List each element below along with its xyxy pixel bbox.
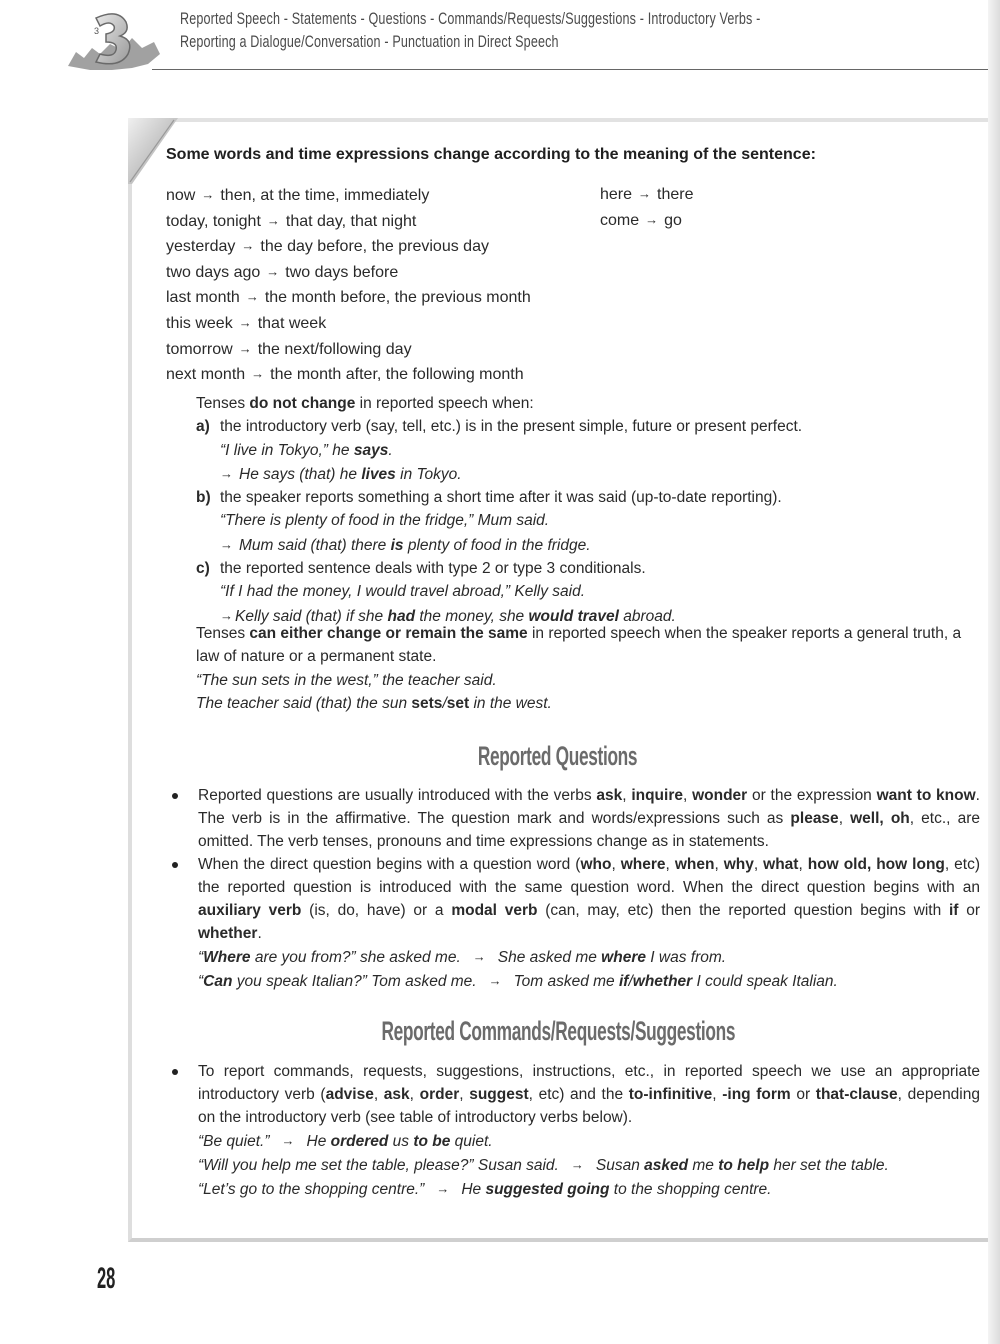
expression-from: next month: [166, 366, 246, 384]
tenses-either-section: [196, 622, 980, 715]
text: ,: [611, 856, 621, 873]
text: ,: [409, 1086, 420, 1103]
bullet-item: [172, 784, 980, 853]
bold-text: lives: [361, 465, 396, 483]
text: in reported speech when the speaker reports a general truth, a law of nature or a permanent state.: [196, 625, 962, 666]
arrow-icon: →: [266, 212, 280, 228]
bold-text: order: [419, 1086, 460, 1103]
arrow-icon: →: [570, 1157, 584, 1172]
page-number: 28: [97, 1262, 116, 1295]
bullet-icon: [172, 793, 178, 799]
text: in reported speech when:: [355, 395, 534, 412]
text: ,: [753, 856, 764, 873]
text: He: [306, 1133, 331, 1150]
arrow-icon: →: [201, 187, 215, 202]
text: the money, she: [415, 607, 529, 625]
bullet-text: [198, 1060, 980, 1129]
bold-text: is: [390, 536, 404, 554]
bold-text: where: [620, 856, 666, 873]
bold-text: that-clause: [815, 1086, 898, 1103]
text: or: [790, 1086, 816, 1103]
text: He says (that) he: [239, 465, 362, 483]
item-label: c): [196, 560, 210, 578]
text: her set the table.: [769, 1157, 889, 1174]
text: ,: [373, 1086, 384, 1103]
bold-text: -ing form: [722, 1086, 791, 1103]
expression-to: the next/following day: [257, 340, 412, 358]
expression-row: [166, 183, 531, 209]
text: are you from?” she asked me.: [250, 949, 461, 966]
expression-to: there: [657, 186, 694, 203]
arrow-icon: →: [220, 536, 233, 552]
expression-row: [600, 182, 694, 208]
expression-to: then, at the time, immediately: [220, 187, 430, 204]
text: plenty of food in the fridge.: [403, 536, 591, 554]
text: in Tokyo.: [395, 465, 462, 483]
text: ,: [838, 810, 851, 827]
expression-from: last month: [166, 289, 240, 307]
tenses-no-change-section: [196, 392, 896, 628]
text: to the shopping centre.: [609, 1181, 772, 1198]
expression-to: that week: [257, 314, 327, 332]
text: Mum said (that) there: [239, 536, 391, 554]
text: “: [198, 949, 204, 966]
bold-text: to help: [718, 1157, 770, 1174]
title-text: Reported Commands/Requests/Suggestions: [381, 1016, 735, 1046]
rule-item-a: [196, 415, 896, 486]
text: or the expression: [747, 787, 877, 804]
arrow-icon: →: [238, 314, 252, 330]
text: , etc) and the: [528, 1086, 629, 1103]
title-text: Reported Questions: [478, 741, 638, 771]
example-direct: [220, 439, 896, 462]
expression-row: [166, 311, 531, 337]
text: or: [958, 902, 981, 919]
bullet-text: [198, 853, 980, 945]
bold-text: want to know: [876, 787, 976, 804]
text: , depending on the introductory verb (see table of introductory verbs below).: [198, 1086, 980, 1126]
example-pair: [198, 1177, 980, 1201]
expression-from: two days ago: [166, 263, 261, 281]
bold-text: what: [763, 856, 799, 873]
text: ,: [665, 856, 675, 873]
bold-text: do not change: [249, 395, 356, 412]
time-expressions-list: [166, 183, 531, 388]
bold-text: set: [446, 694, 470, 712]
expression-from: now: [166, 187, 196, 204]
page-edge: [988, 0, 1000, 1344]
text: /: [442, 694, 447, 712]
expression-row: [166, 362, 531, 388]
bold-text: can either change or remain the same: [249, 625, 528, 642]
bold-text: suggested going: [485, 1181, 610, 1198]
rule-item-b: [196, 486, 896, 557]
svg-text:3: 3: [94, 26, 100, 36]
bold-text: how old, how long: [807, 856, 945, 873]
expression-to: two days before: [285, 263, 399, 281]
arrow-icon: →: [472, 949, 486, 964]
bold-text: ordered: [330, 1133, 389, 1150]
text: .: [388, 441, 393, 459]
expression-to: the month after, the following month: [270, 366, 524, 384]
example-direct: “If I had the money, I would travel abroad,” Kelly said.: [220, 583, 586, 601]
bold-text: says: [353, 441, 389, 459]
chapter-logo-icon: [62, 8, 166, 74]
arrow-icon: →: [220, 607, 233, 623]
expression-from: yesterday: [166, 238, 236, 256]
expression-row: [166, 209, 531, 235]
example-pair: [198, 969, 980, 993]
example-reported: [220, 462, 896, 486]
text: I was from.: [645, 949, 727, 966]
expression-from: here: [600, 186, 633, 203]
section-title-reported-commands: [128, 1016, 988, 1047]
bold-text: wonder: [692, 787, 748, 804]
bold-text: whether: [632, 973, 693, 990]
bold-text: if: [618, 973, 629, 990]
bold-text: please: [790, 810, 839, 827]
bullet-item: [172, 853, 980, 993]
text: Tenses: [196, 395, 250, 412]
arrow-icon: →: [238, 340, 252, 356]
bold-text: sets: [411, 694, 443, 712]
expression-from: come: [600, 211, 640, 229]
bold-text: Where: [203, 949, 251, 966]
chapter-header: [180, 7, 772, 53]
text: “Be quiet.”: [198, 1133, 270, 1150]
arrow-icon: →: [638, 186, 652, 201]
text: Tom asked me: [513, 973, 619, 990]
bold-text: suggest: [469, 1086, 529, 1103]
expression-row: [166, 260, 531, 286]
bold-text: to-infinitive: [628, 1086, 713, 1103]
bold-text: ask: [596, 787, 623, 804]
bold-text: Can: [203, 973, 233, 990]
arrow-icon: →: [241, 238, 255, 254]
rule-text: the introductory verb (say, tell, etc.) is in the present simple, future or present perfect.: [220, 418, 803, 436]
arrow-icon: →: [220, 465, 233, 481]
text: ,: [798, 856, 808, 873]
text: ,: [714, 856, 724, 873]
expression-to: the day before, the previous day: [260, 238, 489, 256]
text: , etc) the reported question is introduced with the same question word. When the direct question begins with an: [198, 856, 980, 896]
reported-questions-bullets: [172, 784, 980, 993]
arrow-icon: →: [436, 1181, 450, 1196]
text: (is, do, have) or a: [301, 902, 452, 919]
text: “: [198, 973, 204, 990]
example-pair: [198, 1129, 980, 1153]
bold-text: would travel: [528, 607, 619, 625]
tenses-no-change-heading: [196, 392, 896, 415]
expression-row: [166, 234, 531, 260]
text: (can, may, etc) then the reported question begins with: [537, 902, 949, 919]
expression-from: this week: [166, 314, 233, 332]
text: She asked me: [497, 949, 602, 966]
text: Reported questions are usually introduced with the verbs: [198, 787, 597, 804]
text: ,: [459, 1086, 470, 1103]
example-direct: “There is plenty of food in the fridge,” Mum said.: [220, 512, 550, 530]
bold-text: if: [949, 902, 959, 919]
time-expressions-intro: Some words and time expressions change according to the meaning of the sentence:: [166, 146, 816, 163]
text: quiet.: [450, 1133, 493, 1150]
arrow-icon: →: [645, 211, 659, 227]
text: ,: [682, 787, 693, 804]
item-label: a): [196, 418, 210, 436]
bold-text: inquire: [631, 787, 683, 804]
text: “Will you help me set the table, please?” Susan said.: [198, 1157, 559, 1174]
expression-row: [600, 208, 694, 234]
text: /: [628, 973, 633, 990]
rule-text: the reported sentence deals with type 2 or type 3 conditionals.: [220, 560, 646, 578]
arrow-icon: →: [245, 289, 259, 305]
expression-to: the month before, the previous month: [264, 289, 531, 307]
header-line-2: Reporting a Dialogue/Conversation - Punctuation in Direct Speech: [180, 32, 559, 51]
expression-row: [166, 337, 531, 363]
text: When the direct question begins with a question word (: [198, 856, 581, 873]
text: you speak Italian?” Tom asked me.: [232, 973, 477, 990]
bold-text: asked: [644, 1157, 689, 1174]
text: ,: [622, 787, 632, 804]
bold-text: well, oh: [850, 810, 910, 827]
bullet-text: [198, 784, 980, 853]
text: .: [257, 925, 262, 942]
text: To report commands, requests, suggestions, instructions, etc., in reported speech we use an appropriate introductory verb (: [198, 1063, 980, 1103]
bold-text: advise: [325, 1086, 374, 1103]
text: . The verb is in the affirmative. The question mark and words/expressions such as: [198, 787, 980, 827]
bold-text: when: [674, 856, 715, 873]
text: “Let’s go to the shopping centre.”: [198, 1181, 425, 1198]
text: The teacher said (that) the sun: [196, 694, 412, 712]
place-expressions-list: [600, 182, 694, 233]
bold-text: to be: [413, 1133, 451, 1150]
tenses-either-text: [196, 622, 980, 669]
text: Kelly said (that) if she: [235, 607, 388, 625]
expression-from: tomorrow: [166, 340, 233, 358]
arrow-icon: →: [281, 1133, 295, 1148]
arrow-icon: →: [266, 263, 280, 279]
text: “I live in Tokyo,” he: [220, 441, 354, 459]
text: Tenses: [196, 625, 250, 642]
example-direct: “The sun sets in the west,” the teacher said.: [196, 671, 497, 689]
expression-from: today, tonight: [166, 212, 261, 230]
expression-to: go: [664, 211, 682, 229]
bullet-icon: [172, 1069, 178, 1075]
bullet-item: [172, 1060, 980, 1201]
text: , etc., are omitted. The verb tenses, pronouns and time expressions change as in statements.: [198, 810, 980, 850]
item-label: b): [196, 489, 211, 507]
text: He: [461, 1181, 486, 1198]
text: us: [388, 1133, 414, 1150]
arrow-icon: →: [251, 366, 265, 382]
bold-text: ask: [383, 1086, 410, 1103]
header-line-1: Reported Speech - Statements - Questions - Commands/Requests/Suggestions - Introductory Verbs -: [180, 9, 761, 28]
section-title-reported-questions: [128, 741, 988, 772]
bullet-icon: [172, 862, 178, 868]
bold-text: auxiliary verb: [198, 902, 302, 919]
rule-item-c: [196, 557, 896, 628]
example-reported: [196, 692, 980, 715]
text: me: [688, 1157, 719, 1174]
text: Susan: [595, 1157, 645, 1174]
bold-text: whether: [198, 925, 258, 942]
expression-to: that day, that night: [285, 212, 417, 230]
text: in the west.: [469, 694, 552, 712]
example-pair: [198, 1153, 980, 1177]
bold-text: where: [601, 949, 646, 966]
text: abroad.: [618, 607, 676, 625]
reported-commands-bullets: [172, 1060, 980, 1201]
bold-text: had: [387, 607, 416, 625]
bold-text: modal verb: [451, 902, 538, 919]
arrow-icon: →: [488, 973, 502, 988]
expression-row: [166, 285, 531, 311]
bold-text: who: [580, 856, 612, 873]
header-rule: [152, 69, 988, 70]
text: I could speak Italian.: [692, 973, 838, 990]
example-reported: [220, 533, 896, 557]
text: ,: [712, 1086, 723, 1103]
bold-text: why: [723, 856, 754, 873]
rule-text: the speaker reports something a short time after it was said (up-to-date reporting).: [220, 489, 782, 507]
example-pair: [198, 945, 980, 969]
